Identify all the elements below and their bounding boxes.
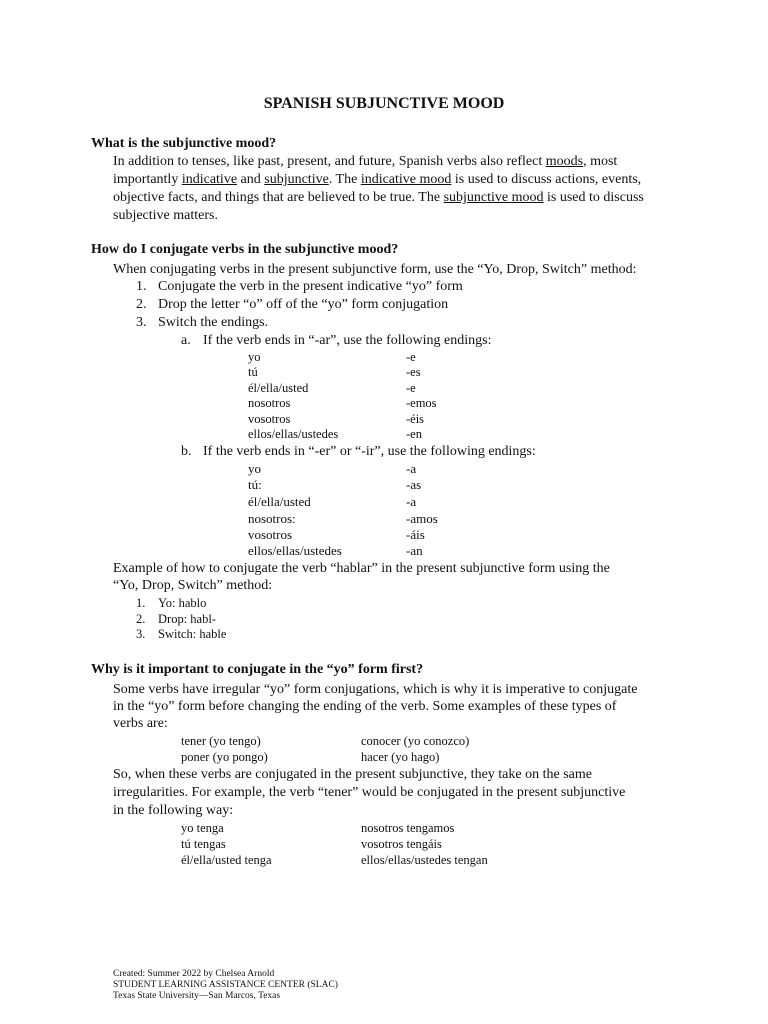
underlined-term-indicative-mood: indicative mood <box>360 172 452 187</box>
table-cell-pronoun: yo <box>248 350 261 364</box>
text-run: is used to discuss subjective matters. <box>113 190 644 223</box>
section2-intro: When conjugating verbs in the present subjunctive form, use the “Yo, Drop, Switch” method: <box>113 262 637 277</box>
sub-item-letter: a. <box>181 333 191 348</box>
list-item: Yo: hablo <box>158 596 207 610</box>
list-item: Drop: habl- <box>158 612 216 626</box>
table-cell-pronoun: yo <box>248 461 261 476</box>
table-cell-pronoun: tú <box>248 365 258 379</box>
text-run: is used to discuss actions, events, objective facts, and things that are believed to be true. The <box>113 172 642 205</box>
sub-item: If the verb ends in “-er” or “-ir”, use the following endings: <box>203 444 536 459</box>
conjugation-cell: él/ella/usted tenga <box>181 853 272 867</box>
conjugation-cell: yo tenga <box>181 821 224 835</box>
page-footer <box>113 969 338 1002</box>
list-item-number: 3. <box>136 627 146 641</box>
conjugation-cell: tú tengas <box>181 837 226 851</box>
text-run: In addition to tenses, like past, present, and future, Spanish verbs also reflect <box>113 154 546 169</box>
sub-item-letter: b. <box>181 444 192 459</box>
table-cell-ending: -en <box>406 427 422 441</box>
paragraph-line: So, when these verbs are conjugated in the present subjunctive, they take on the same <box>113 767 592 782</box>
underlined-term-subjunctive-mood: subjunctive mood <box>443 190 544 205</box>
list-item: Conjugate the verb in the present indicative “yo” form <box>158 279 463 294</box>
conjugation-cell: nosotros tengamos <box>361 821 455 835</box>
list-item-number: 2. <box>136 612 146 626</box>
list-item-number: 2. <box>136 297 147 312</box>
irregular-verb: poner (yo pongo) <box>181 750 268 764</box>
text-run: , most importantly <box>113 154 618 187</box>
underlined-term-subjunctive: subjunctive <box>264 172 329 187</box>
section-heading-why-yo-first: Why is it important to conjugate in the “yo” form first? <box>91 662 424 677</box>
example-line: “Yo, Drop, Switch” method: <box>113 578 273 593</box>
list-item-number: 1. <box>136 596 146 610</box>
table-cell-ending: -áis <box>406 527 425 542</box>
table-cell-pronoun: él/ella/usted <box>248 381 309 395</box>
table-cell-pronoun: tú: <box>248 477 262 492</box>
table-cell-ending: -a <box>406 494 417 509</box>
table-cell-pronoun: vosotros <box>248 412 291 426</box>
list-item-number: 1. <box>136 279 147 294</box>
list-item: Switch the endings. <box>158 315 269 330</box>
table-cell-pronoun: nosotros <box>248 396 291 410</box>
table-cell-pronoun: vosotros <box>248 527 293 542</box>
table-cell-pronoun: ellos/ellas/ustedes <box>248 427 339 441</box>
footer-credit: Created: Summer 2022 by Chelsea Arnold <box>113 969 275 979</box>
page-title: SPANISH SUBJUNCTIVE MOOD <box>263 95 505 112</box>
example-line: Example of how to conjugate the verb “hablar” in the present subjunctive form using the <box>113 561 610 576</box>
table-cell-ending: -a <box>406 461 417 476</box>
conjugation-cell: vosotros tengáis <box>361 837 442 851</box>
list-item: Drop the letter “o” off of the “yo” form conjugation <box>158 297 449 312</box>
sub-item: If the verb ends in “-ar”, use the following endings: <box>203 333 492 348</box>
text-run: . The <box>328 172 361 187</box>
paragraph-line: Some verbs have irregular “yo” form conjugations, which is why it is imperative to conjugate <box>113 682 638 697</box>
text-run: and <box>237 172 265 187</box>
irregular-verb: hacer (yo hago) <box>361 750 440 764</box>
underlined-term-moods: moods <box>545 154 584 169</box>
paragraph-line: in the “yo” form before changing the ending of the verb. Some examples of these types of <box>113 699 617 714</box>
paragraph-line: verbs are: <box>113 716 168 731</box>
table-cell-ending: -an <box>406 543 423 558</box>
paragraph-line: in the following way: <box>113 803 234 818</box>
table-cell-ending: -éis <box>406 412 425 426</box>
footer-organization: STUDENT LEARNING ASSISTANCE CENTER (SLAC) <box>113 980 338 990</box>
paragraph-line: irregularities. For example, the verb “tener” would be conjugated in the present subjunctive <box>113 785 626 800</box>
list-item-number: 3. <box>136 315 147 330</box>
table-cell-pronoun: nosotros: <box>248 511 296 526</box>
irregular-verb: conocer (yo conozco) <box>361 734 470 748</box>
underlined-term-indicative: indicative <box>181 172 238 187</box>
table-cell-ending: -emos <box>406 396 437 410</box>
table-cell-ending: -e <box>406 381 416 395</box>
table-cell-pronoun: él/ella/usted <box>248 494 311 509</box>
table-cell-ending: -amos <box>406 511 438 526</box>
table-cell-ending: -es <box>406 365 421 379</box>
section1-paragraph <box>113 153 683 225</box>
section-heading-what-is: What is the subjunctive mood? <box>91 136 277 151</box>
list-item: Switch: hable <box>158 627 227 641</box>
irregular-verb: tener (yo tengo) <box>181 734 261 748</box>
footer-location: Texas State University—San Marcos, Texas <box>113 991 281 1001</box>
section-heading-how-to-conjugate: How do I conjugate verbs in the subjunctive mood? <box>91 242 399 257</box>
table-cell-ending: -as <box>406 477 422 492</box>
table-cell-pronoun: ellos/ellas/ustedes <box>248 543 342 558</box>
table-cell-ending: -e <box>406 350 416 364</box>
conjugation-cell: ellos/ellas/ustedes tengan <box>361 853 488 867</box>
